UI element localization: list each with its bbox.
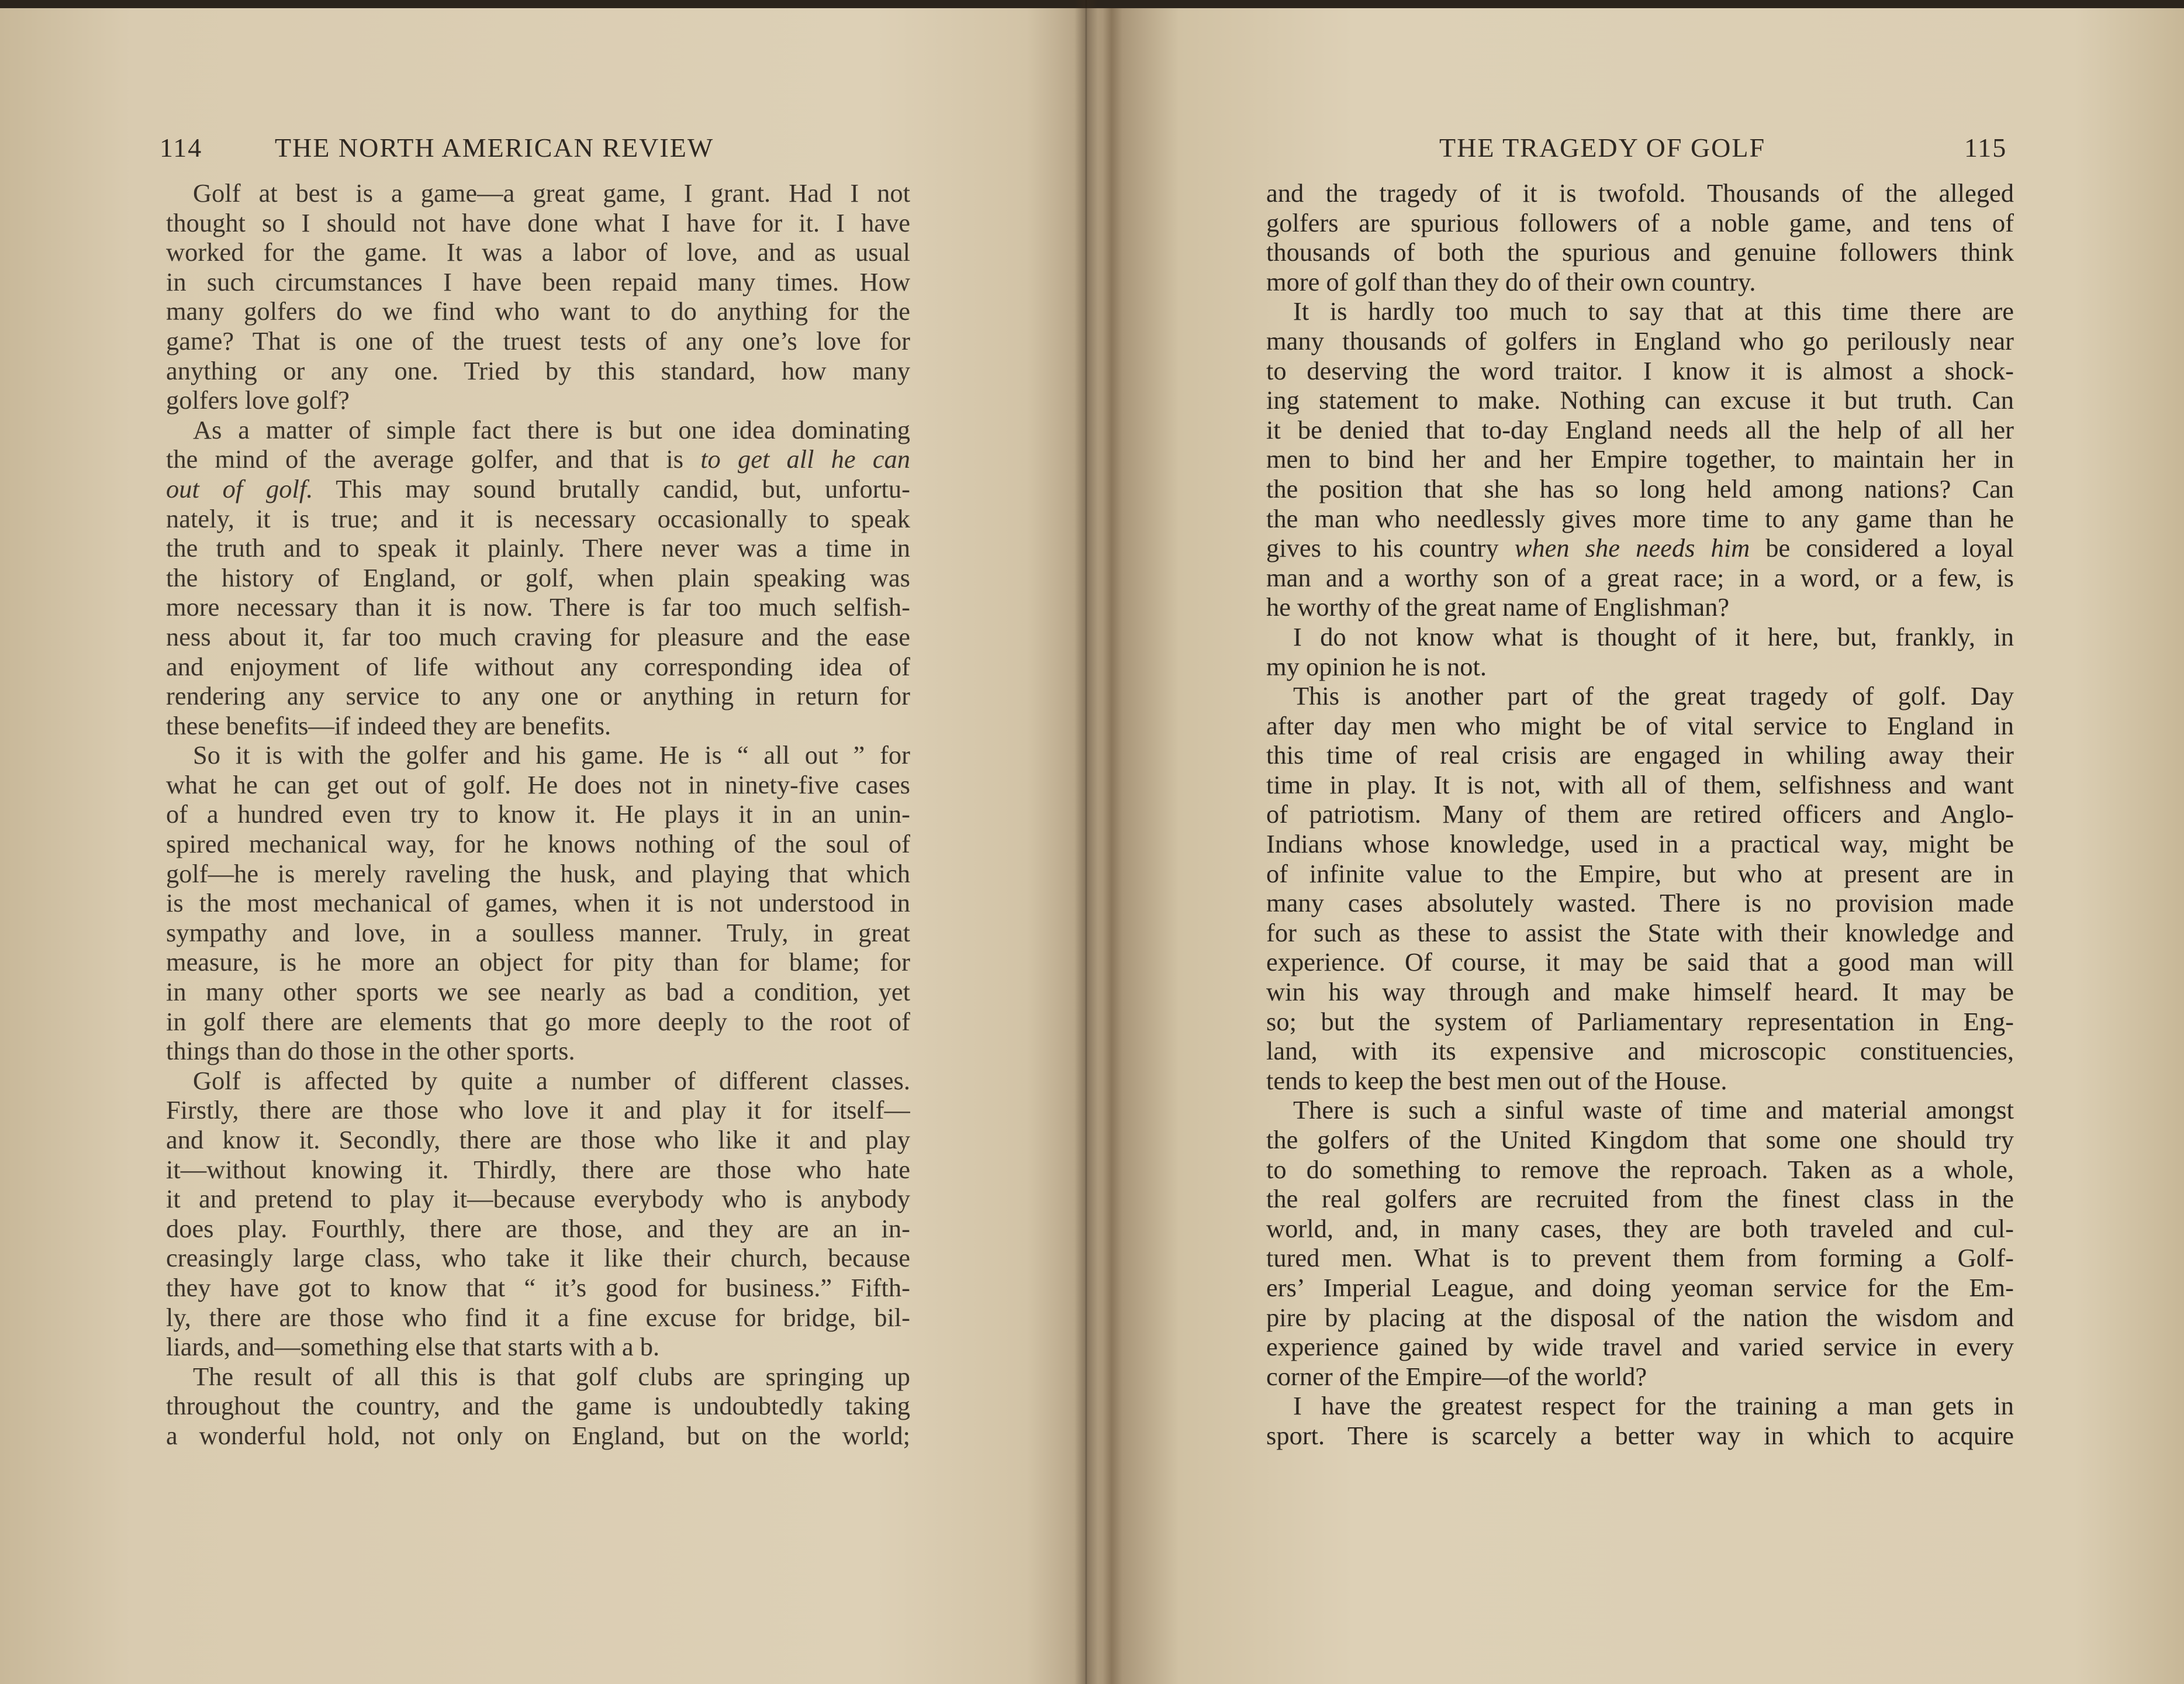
text-line: he worthy of the great name of Englishman? [1266, 592, 1730, 622]
text-line: and enjoyment of life without any corresponding idea of [166, 651, 910, 681]
text-line: This is another part of the great tragedy of golf. Day [1293, 681, 2014, 711]
text-line: pire by placing at the disposal of the nation the wisdom and [1266, 1302, 2014, 1332]
text-line: more of golf than they do of their own country. [1266, 267, 1756, 296]
text-line: the real golfers are recruited from the finest class in the [1266, 1184, 2014, 1214]
text-line: win his way through and make himself heard. It may be [1266, 977, 2014, 1007]
text-line: these benefits—if indeed they are benefits. [166, 710, 611, 740]
text-line: after day men who might be of vital service to England in [1266, 710, 2014, 740]
text-line: a wonderful hold, not only on England, but on the world; [166, 1420, 910, 1450]
text-line: to do something to remove the reproach. Taken as a whole, [1266, 1154, 2014, 1184]
right-page-body [1266, 178, 2014, 1451]
text-line: for such as these to assist the State with their knowledge and [1266, 917, 2014, 947]
text-line: Golf at best is a game—a great game, I grant. Had I not [193, 178, 910, 208]
text-line: what he can get out of golf. He does not in ninety-five cases [166, 769, 910, 799]
left-page [0, 0, 1087, 1684]
text-line: the man who needlessly gives more time to any game than he [1266, 503, 2014, 533]
text-line: this time of real crisis are engaged in whiling away their [1266, 740, 2014, 770]
text-line: spired mechanical way, for he knows nothing of the soul of [166, 829, 910, 859]
right-page-number: 115 [1964, 133, 2007, 163]
text-line: does play. Fourthly, there are those, and they are an in- [166, 1213, 910, 1243]
text-line: of a hundred even try to know it. He plays it in an unin- [166, 799, 910, 829]
text-line: of infinite value to the Empire, but who at present are in [1266, 858, 2014, 888]
left-page-number: 114 [160, 133, 203, 163]
left-running-head: THE NORTH AMERICAN REVIEW [275, 133, 714, 163]
text-line: liards, and—something else that starts with a b. [166, 1332, 660, 1362]
text-line: so; but the system of Parliamentary representation in Eng- [1266, 1006, 2014, 1036]
text-line: the golfers of the United Kingdom that some one should try [1266, 1125, 2014, 1154]
text-line: golf—he is merely raveling the husk, and playing that which [166, 858, 910, 888]
text-line: in many other sports we see nearly as bad a condition, yet [166, 977, 910, 1007]
text-line: Indians whose knowledge, used in a practical way, might be [1266, 829, 2014, 859]
text-line: it and pretend to play it—because everybody who is anybody [166, 1184, 910, 1214]
text-line: sympathy and love, in a soulless manner. Truly, in great [166, 917, 910, 947]
text-line: world, and, in many cases, they are both traveled and cul- [1266, 1213, 2014, 1243]
text-line: golfers love golf? [166, 385, 350, 415]
text-line: and know it. Secondly, there are those who like it and play [166, 1125, 910, 1154]
text-line: time in play. It is not, with all of them, selfishness and want [1266, 769, 2014, 799]
text-line: creasingly large class, who take it like their church, because [166, 1243, 910, 1273]
text-line: It is hardly too much to say that at this time there are [1293, 296, 2014, 326]
text-line: men to bind her and her Empire together, to maintain her in [1266, 444, 2014, 474]
text-line: my opinion he is not. [1266, 651, 1487, 681]
text-line: ers’ Imperial League, and doing yeoman service for the Em- [1266, 1272, 2014, 1302]
text-line: The result of all this is that golf clubs are springing up [193, 1361, 910, 1391]
left-page-body [166, 178, 910, 1451]
text-line: experience gained by wide travel and varied service in every [1266, 1332, 2014, 1362]
text-line: ly, there are those who find it a fine excuse for bridge, bil- [166, 1302, 910, 1332]
text-line: rendering any service to any one or anything in return for [166, 681, 910, 711]
text-line: is the most mechanical of games, when it is not understood in [166, 888, 910, 918]
text-line: gives to his country when she needs him be considered a loyal [1266, 533, 2014, 563]
text-line: the truth and to speak it plainly. There never was a time in [166, 533, 910, 563]
text-line: land, with its expensive and microscopic constituencies, [1266, 1036, 2014, 1066]
text-line: of patriotism. Many of them are retired officers and Anglo- [1266, 799, 2014, 829]
text-line: many golfers do we find who want to do anything for the [166, 296, 910, 326]
text-line: tured men. What is to prevent them from forming a Golf- [1266, 1243, 2014, 1273]
text-line: Firstly, there are those who love it and play it for itself— [166, 1095, 910, 1125]
right-page [1097, 0, 2184, 1684]
text-line: As a matter of simple fact there is but one idea dominating [193, 415, 910, 444]
text-line: to deserving the word traitor. I know it is almost a shock- [1266, 356, 2014, 385]
text-line: the position that she has so long held among nations? Can [1266, 474, 2014, 503]
right-running-head: THE TRAGEDY OF GOLF [1439, 133, 1766, 163]
text-line: it—without knowing it. Thirdly, there are those who hate [166, 1154, 910, 1184]
text-line: golfers are spurious followers of a noble game, and tens of [1266, 208, 2014, 237]
text-line: more necessary than it is now. There is far too much selfish- [166, 592, 910, 622]
text-line: So it is with the golfer and his game. He is “ all out ” for [193, 740, 910, 770]
text-line: corner of the Empire—of the world? [1266, 1361, 1647, 1391]
text-line: many cases absolutely wasted. There is no provision made [1266, 888, 2014, 918]
text-line: measure, is he more an object for pity than for blame; for [166, 947, 910, 977]
text-line: ness about it, far too much craving for pleasure and the ease [166, 622, 910, 651]
text-line: worked for the game. It was a labor of love, and as usual [166, 237, 910, 267]
text-line: many thousands of golfers in England who go perilously near [1266, 326, 2014, 356]
text-line: nately, it is true; and it is necessary occasionally to speak [166, 503, 910, 533]
text-line: experience. Of course, it may be said that a good man will [1266, 947, 2014, 977]
text-line: in such circumstances I have been repaid many times. How [166, 267, 910, 296]
text-line: I have the greatest respect for the training a man gets in [1293, 1391, 2014, 1421]
text-line: Golf is affected by quite a number of different classes. [193, 1065, 910, 1095]
text-line: throughout the country, and the game is undoubtedly taking [166, 1391, 910, 1421]
text-line: thousands of both the spurious and genuine followers think [1266, 237, 2014, 267]
text-line: out of golf. This may sound brutally candid, but, unfortu- [166, 474, 910, 503]
text-line: the history of England, or golf, when plain speaking was [166, 563, 910, 592]
text-line: the mind of the average golfer, and that is to get all he can [166, 444, 910, 474]
text-line: anything or any one. Tried by this standard, how many [166, 356, 910, 385]
text-line: tends to keep the best men out of the House. [1266, 1065, 1727, 1095]
text-line: game? That is one of the truest tests of any one’s love for [166, 326, 910, 356]
text-line: man and a worthy son of a great race; in a word, or a few, is [1266, 563, 2014, 592]
text-line: things than do those in the other sports. [166, 1036, 575, 1066]
text-line: it be denied that to-day England needs all the help of all her [1266, 415, 2014, 444]
text-line: thought so I should not have done what I have for it. I have [166, 208, 910, 237]
text-line: and the tragedy of it is twofold. Thousands of the alleged [1266, 178, 2014, 208]
text-line: in golf there are elements that go more deeply to the root of [166, 1006, 910, 1036]
text-line: sport. There is scarcely a better way in which to acquire [1266, 1420, 2014, 1450]
text-line: There is such a sinful waste of time and material amongst [1293, 1095, 2014, 1125]
text-line: I do not know what is thought of it here, but, frankly, in [1293, 622, 2014, 651]
text-line: ing statement to make. Nothing can excuse it but truth. Can [1266, 385, 2014, 415]
text-line: they have got to know that “ it’s good for business.” Fifth- [166, 1272, 910, 1302]
